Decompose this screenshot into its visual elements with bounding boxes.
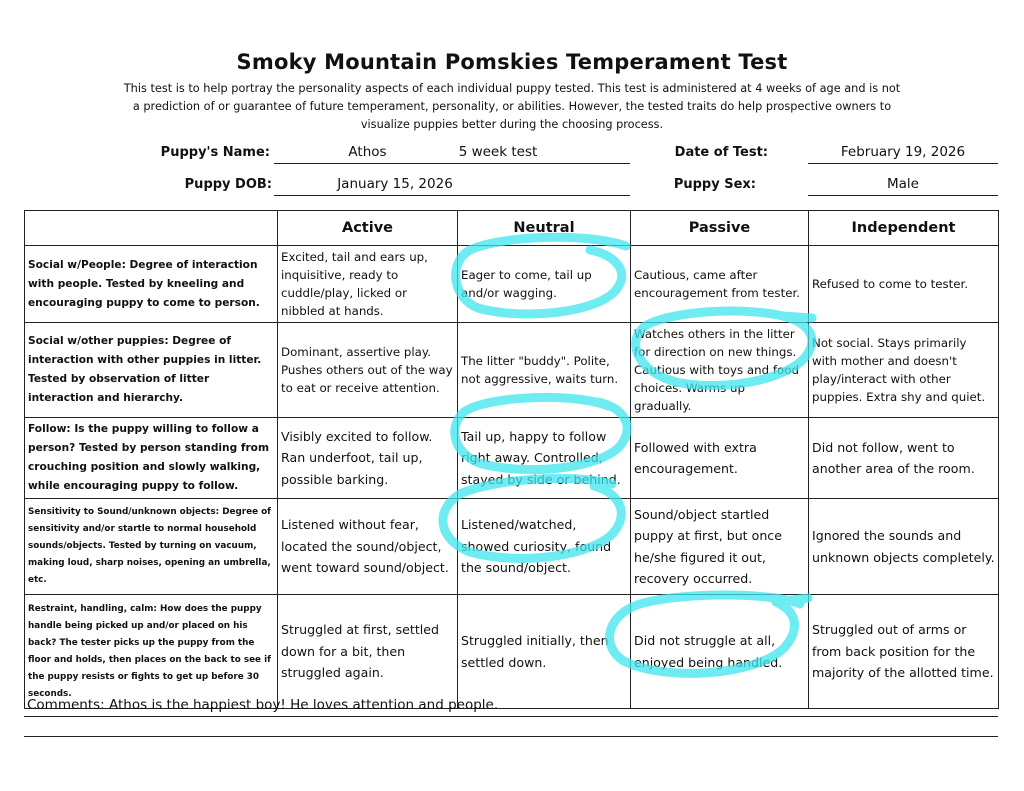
cell-independent: Refused to come to tester. bbox=[809, 246, 999, 323]
comments-blank-line bbox=[24, 736, 998, 737]
test-note: 5 week test bbox=[458, 144, 538, 160]
puppy-name-value: Athos bbox=[348, 144, 387, 160]
criterion-restraint-handling: Restraint, handling, calm: How does the puppy handle being picked up and/or placed on his back? The tester picks up the puppy from the floor and holds, then places on the back to see if the puppy resists or fights to get up before 30 seconds. bbox=[25, 595, 278, 709]
cell-active: Dominant, assertive play. Pushes others out of the way to eat or receive attention. bbox=[278, 323, 458, 418]
puppy-sex-underline bbox=[808, 195, 998, 196]
cell-neutral: Eager to come, tail up and/or wagging. bbox=[458, 246, 631, 323]
table-row bbox=[25, 595, 999, 709]
table-row bbox=[25, 323, 999, 418]
date-of-test-underline bbox=[808, 163, 998, 164]
cell-neutral: Tail up, happy to follow right away. Controlled, stayed by side or behind. bbox=[458, 418, 631, 499]
criterion-social-puppies: Social w/other puppies: Degree of interaction with other puppies in litter. Tested by observation of litter interaction and hierarchy. bbox=[25, 323, 278, 418]
cell-active: Listened without fear, located the sound/object, went toward sound/object. bbox=[278, 499, 458, 595]
criterion-follow: Follow: Is the puppy willing to follow a person? Tested by person standing from crouching position and slowly walking, while encouraging puppy to follow. bbox=[25, 418, 278, 499]
cell-neutral: The litter "buddy". Polite, not aggressive, waits turn. bbox=[458, 323, 631, 418]
cell-active: Visibly excited to follow. Ran underfoot, tail up, possible barking. bbox=[278, 418, 458, 499]
table-row bbox=[25, 246, 999, 323]
cell-independent: Did not follow, went to another area of the room. bbox=[809, 418, 999, 499]
puppy-name-underline bbox=[274, 163, 630, 164]
criterion-sensitivity-sound: Sensitivity to Sound/unknown objects: Degree of sensitivity and/or startle to normal household sounds/objects. Tested by turning on vacuum, making loud, sharp noises, opening an umbrella, etc. bbox=[25, 499, 278, 595]
date-of-test-label: Date of Test: bbox=[674, 145, 768, 160]
table-row bbox=[25, 418, 999, 499]
comments-text: Comments: Athos is the happiest boy! He loves attention and people. bbox=[27, 697, 499, 713]
puppy-sex-label: Puppy Sex: bbox=[673, 177, 756, 192]
puppy-sex-value: Male bbox=[887, 176, 919, 192]
page-title: Smoky Mountain Pomskies Temperament Test bbox=[236, 50, 788, 74]
header-criterion bbox=[25, 211, 278, 246]
cell-neutral: Struggled initially, then settled down. bbox=[458, 595, 631, 709]
puppy-name-label: Puppy's Name: bbox=[160, 145, 270, 160]
puppy-dob-underline bbox=[274, 195, 630, 196]
cell-independent: Not social. Stays primarily with mother and doesn't play/interact with other puppies. Extra shy and quiet. bbox=[809, 323, 999, 418]
cell-active: Excited, tail and ears up, inquisitive, ready to cuddle/play, licked or nibbled at hands. bbox=[278, 246, 458, 323]
date-of-test-value: February 19, 2026 bbox=[840, 144, 966, 160]
temperament-table bbox=[24, 210, 999, 709]
cell-passive: Sound/object startled puppy at first, but once he/she figured it out, recovery occurred. bbox=[631, 499, 809, 595]
comments-underline bbox=[24, 716, 998, 717]
intro-text: This test is to help portray the personality aspects of each individual puppy tested. This test is administered at 4 weeks of age and is not a prediction of or guarantee of future temperament, personality, or abilities. However, the tested traits do help prospective owners to visualize puppies better during the choosing process. bbox=[123, 82, 901, 131]
header-active: Active bbox=[278, 211, 458, 246]
puppy-dob-label: Puppy DOB: bbox=[184, 177, 272, 192]
table-row bbox=[25, 499, 999, 595]
cell-passive: Did not struggle at all, enjoyed being handled. bbox=[631, 595, 809, 709]
table-header-row bbox=[25, 211, 999, 246]
header-neutral: Neutral bbox=[458, 211, 631, 246]
cell-independent: Ignored the sounds and unknown objects completely. bbox=[809, 499, 999, 595]
cell-neutral: Listened/watched, showed curiosity, found the sound/object. bbox=[458, 499, 631, 595]
cell-independent: Struggled out of arms or from back position for the majority of the allotted time. bbox=[809, 595, 999, 709]
cell-passive: Cautious, came after encouragement from tester. bbox=[631, 246, 809, 323]
cell-passive: Followed with extra encouragement. bbox=[631, 418, 809, 499]
criterion-social-people: Social w/People: Degree of interaction with people. Tested by kneeling and encouraging puppy to come to person. bbox=[25, 246, 278, 323]
cell-passive: Watches others in the litter for direction on new things. Cautious with toys and food choices. Warms up gradually. bbox=[631, 323, 809, 418]
puppy-dob-value: January 15, 2026 bbox=[337, 176, 453, 192]
header-passive: Passive bbox=[631, 211, 809, 246]
header-independent: Independent bbox=[809, 211, 999, 246]
cell-active: Struggled at first, settled down for a bit, then struggled again. bbox=[278, 595, 458, 709]
